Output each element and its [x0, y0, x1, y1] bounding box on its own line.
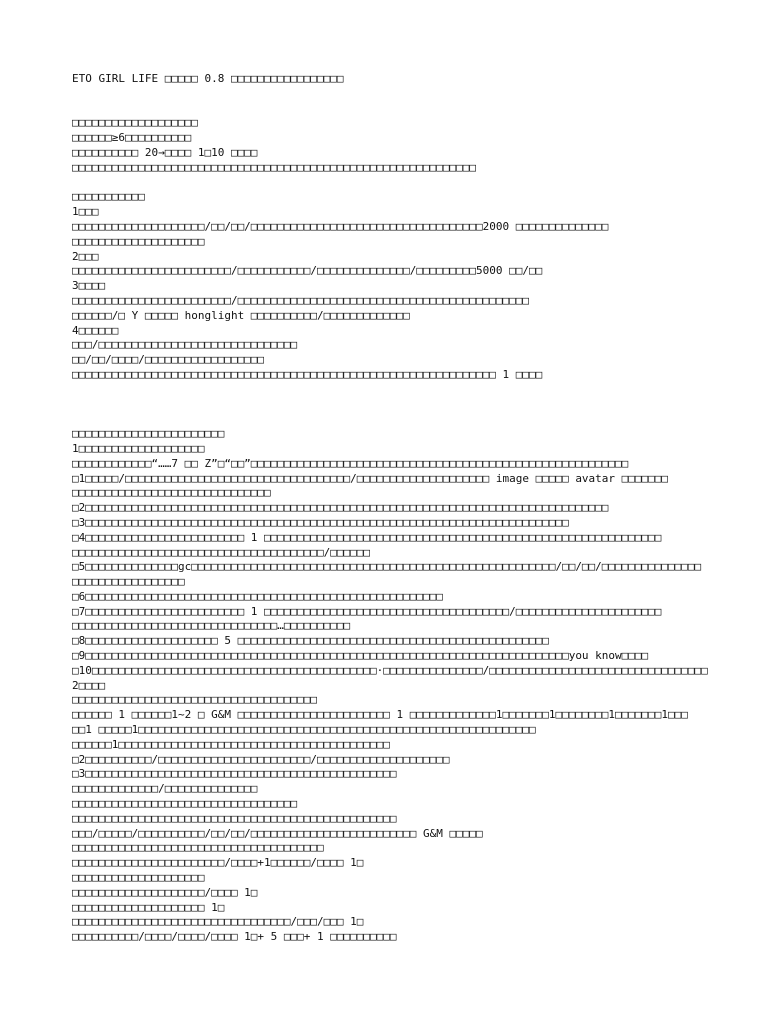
spacer: [72, 102, 712, 117]
text-line: □□□□□□□□□□□□□□□□□□□□□□□□/□□□□□□□□□□□□□□□□□□□□□□□□□□□□□□□□□□□□□□□□□□□□: [72, 293, 529, 307]
text-line: 3□□□□: [72, 279, 106, 293]
text-line: □□□□□□□□□□□□□□□□□□□□□□□□□□□□□□□□□□□□□: [72, 693, 318, 707]
text-line: □□□□□□□□□□ 20→□□□□ 1□10 □□□□: [72, 145, 258, 159]
text-line: □□□□□□ 1 □□□□□□1~2 □ G&M □□□□□□□□□□□□□□□□□□□□□□□ 1 □□□□□□□□□□□□□1□□□□□□□1□□□□□□□□1□□□□□□□1□□□: [72, 708, 688, 722]
text-line: □□□□□□□□□□□: [72, 190, 145, 204]
text-line: □8□□□□□□□□□□□□□□□□□□□□ 5 □□□□□□□□□□□□□□□□□□□□□□□□□□□□□□□□□□□□□□□□□□□□□□□: [72, 634, 549, 648]
text-line: □1□□□□□/□□□□□□□□□□□□□□□□□□□□□□□□□□□□□□□□□□/□□□□□□□□□□□□□□□□□□□□ image □□□□□ avatar □□□□□□□: [72, 471, 669, 485]
text-line: □□□□□□□□□□□□□□□□□□□□ 1□: [72, 900, 225, 914]
text-line: □4□□□□□□□□□□□□□□□□□□□□□□□□ 1 □□□□□□□□□□□□□□□□□□□□□□□□□□□□□□□□□□□□□□□□□□□□□□□□□□□□□□□□□□□□: [72, 530, 662, 544]
text-line: 4□□□□□□: [72, 323, 119, 337]
text-line: □□□□□□□□□□□□□□□□□□□□□□□□□□□□□□: [72, 486, 271, 500]
text-line: □□□□□□□□□□□□□□□□□□□□/□□□□ 1□: [72, 885, 258, 899]
text-line: □□□□□□1□□□□□□□□□□□□□□□□□□□□□□□□□□□□□□□□□□□□□□□□□: [72, 737, 390, 751]
text-line: □□□□□□□□□□□□□□□□□□□□: [72, 234, 205, 248]
text-line: □□□□□□□□□□□□□□□□□□□□: [72, 871, 205, 885]
document-title: ETO GIRL LIFE □□□□□ 0.8 □□□□□□□□□□□□□□□□□: [72, 72, 344, 85]
text-line: □□□□□□□□□□□□□□□□□□□□□□□□□□□□□□□□□□□□□□/□□□□□□: [72, 545, 371, 559]
text-line: □□□□□□□□□□□□□□□□□□□□□□□□□□□□□□□□□/□□□/□□□ 1□: [72, 915, 364, 929]
text-line: □□□□□□□□□□□□“……7 □□ Z”□“□□”□□□□□□□□□□□□□□□□□□□□□□□□□□□□□□□□□□□□□□□□□□□□□□□□□□□□□□□□□: [72, 456, 629, 470]
text-line: □□□□□□□□□□/□□□□/□□□□/□□□□ 1□+ 5 □□□+ 1 □□□□□□□□□□: [72, 930, 397, 944]
text-line: □□1 □□□□□1□□□□□□□□□□□□□□□□□□□□□□□□□□□□□□□□□□□□□□□□□□□□□□□□□□□□□□□□□□□□: [72, 723, 536, 737]
text-line: 1□□□: [72, 205, 99, 219]
text-line: □□□□□□□□□□□□□□□□□□□□□□□: [72, 427, 225, 441]
section-intro: [72, 116, 712, 175]
text-line: □□□/□□□□□□□□□□□□□□□□□□□□□□□□□□□□□□: [72, 338, 298, 352]
text-line: □2□□□□□□□□□□□□□□□□□□□□□□□□□□□□□□□□□□□□□□□□□□□□□□□□□□□□□□□□□□□□□□□□□□□□□□□□□□□□□□□: [72, 501, 609, 515]
text-line: □□/□□/□□□□/□□□□□□□□□□□□□□□□□□: [72, 353, 265, 367]
text-line: □3□□□□□□□□□□□□□□□□□□□□□□□□□□□□□□□□□□□□□□□□□□□□□□□: [72, 767, 397, 781]
text-line: □□□□□□□□□□□□□□□□□□□□□□□□□□□□□□□□□□□□□□: [72, 841, 324, 855]
text-line: □10□□□□□□□□□□□□□□□□□□□□□□□□□□□□□□□□□□□□□□□□□□□·□□□□□□□□□□□□□□□/□□□□□□□□□□□□□□□□□□□□□□□□□□□□□□□□□: [72, 663, 708, 677]
text-line: □□□□□□□□□□□□□□□□□: [72, 575, 185, 589]
spacer: [72, 87, 712, 102]
text-line: □□□□□□□□□□□□□/□□□□□□□□□□□□□□: [72, 782, 258, 796]
text-line: □□□□□□□□□□□□□□□□□□□□□□□□□□□□□□□□□□: [72, 797, 298, 811]
text-line: □7□□□□□□□□□□□□□□□□□□□□□□□□ 1 □□□□□□□□□□□□□□□□□□□□□□□□□□□□□□□□□□□□□/□□□□□□□□□□□□□□□□□□□□□□: [72, 604, 662, 618]
spacer: [72, 383, 712, 427]
text-line: 2□□□□: [72, 678, 106, 692]
text-line: □9□□□□□□□□□□□□□□□□□□□□□□□□□□□□□□□□□□□□□□□□□□□□□□□□□□□□□□□□□□□□□□□□□□□□□□□□□you know□□□□: [72, 649, 649, 663]
text-line: □□□□□□□□□□□□□□□□□□□□/□□/□□/□□□□□□□□□□□□□□□□□□□□□□□□□□□□□□□□□□□2000 □□□□□□□□□□□□□□: [72, 219, 609, 233]
spacer: [72, 176, 712, 191]
text-line: □□□□□□□□□□□□□□□□□□□□□□□/□□□□+1□□□□□□/□□□□ 1□: [72, 856, 364, 870]
text-line: □□□/□□□□□/□□□□□□□□□□/□□/□□/□□□□□□□□□□□□□□□□□□□□□□□□□ G&M □□□□□: [72, 826, 483, 840]
text-line: □□□□□□□□□□□□□□□□□□□□□□□□/□□□□□□□□□□□/□□□□□□□□□□□□□□/□□□□□□□□□5000 □□/□□: [72, 264, 543, 278]
text-line: □3□□□□□□□□□□□□□□□□□□□□□□□□□□□□□□□□□□□□□□□□□□□□□□□□□□□□□□□□□□□□□□□□□□□□□□□□□: [72, 515, 569, 529]
text-line: □□□□□□/□ Y □□□□□ honglight □□□□□□□□□□/□□□□□□□□□□□□□: [72, 308, 410, 322]
text-line: 1□□□□□□□□□□□□□□□□□□□: [72, 441, 205, 455]
text-line: □5□□□□□□□□□□□□□□gc□□□□□□□□□□□□□□□□□□□□□□□□□□□□□□□□□□□□□□□□□□□□□□□□□□□□□□□/□□/□□/□□□□□□□□□□□□□□□: [72, 560, 702, 574]
text-line: □□□□□□≥6□□□□□□□□□□: [72, 131, 192, 145]
document-body: [72, 72, 712, 945]
text-line: □□□□□□□□□□□□□□□□□□□: [72, 116, 198, 130]
text-line: □□□□□□□□□□□□□□□□□□□□□□□□□□□□□□□□□□□□□□□□□□□□□□□□□: [72, 811, 397, 825]
text-line: □6□□□□□□□□□□□□□□□□□□□□□□□□□□□□□□□□□□□□□□□□□□□□□□□□□□□□□□: [72, 589, 443, 603]
text-line: □2□□□□□□□□□□/□□□□□□□□□□□□□□□□□□□□□□□/□□□□□□□□□□□□□□□□□□□□: [72, 752, 450, 766]
text-line: 2□□□: [72, 249, 99, 263]
section-rules: [72, 427, 712, 945]
text-line: □□□□□□□□□□□□□□□□□□□□□□□□□□□□□□□□□□□□□□□□□□□□□□□□□□□□□□□□□□□□□: [72, 160, 476, 174]
section-levels: [72, 190, 712, 382]
text-line: □□□□□□□□□□□□□□□□□□□□□□□□□□□□□□□□□□□□□□□□□□□□□□□□□□□□□□□□□□□□□□□□ 1 □□□□: [72, 367, 543, 381]
text-line: □□□□□□□□□□□□□□□□□□□□□□□□□□□□□□□…□□□□□□□□□□: [72, 619, 351, 633]
